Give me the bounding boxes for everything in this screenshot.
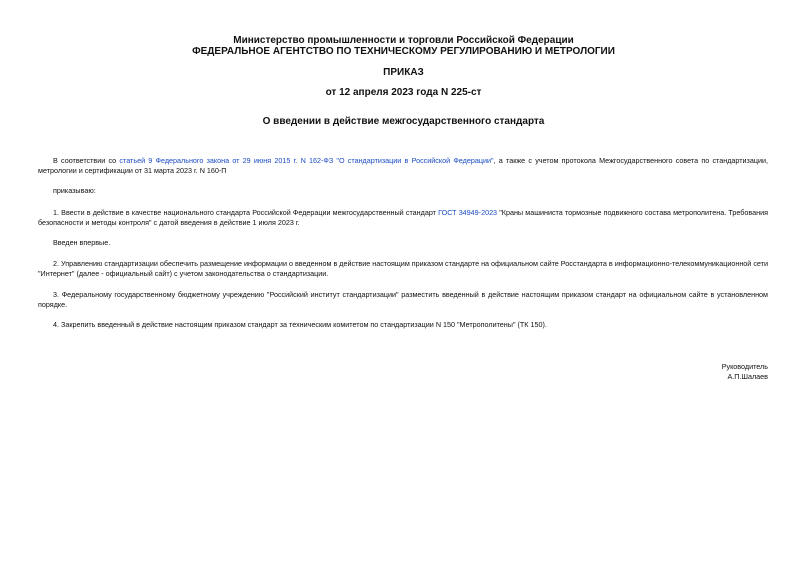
paragraph-1 [38,208,768,228]
introduced-first: Введен впервые. [53,238,111,247]
signature-role: Руководитель [721,362,768,371]
ministry-heading: Министерство промышленности и торговли Российской Федерации [233,35,574,46]
document-title: О введении в действие межгосударственного стандарта [262,116,545,127]
document-type: ПРИКАЗ [383,67,424,78]
paragraph-3: 3. Федеральному государственному бюджетному учреждению "Российский институт стандартизации" разместить введенный в действие настоящим приказом стандарт на официальном сайте в установленном порядке. [38,290,768,309]
paragraph-1-suffix: "Краны машиниста тормозные подвижного состава метрополитена. Требования безопасности и методы контроля" с датой введения в действие 1 июля 2023 г. [38,208,768,227]
date-number: от 12 апреля 2023 года N 225-ст [325,87,482,98]
order-word: приказываю: [53,186,96,195]
signature-name: А.П.Шалаев [727,372,768,381]
gost-link[interactable]: ГОСТ 34949-2023 [438,208,498,217]
paragraph-preamble [38,156,768,176]
paragraph-4: 4. Закрепить введенный в действие настоящим приказом стандарт за техническим комитетом по стандартизации N 150 "Метрополитены" (ТК 150). [53,320,547,329]
preamble-prefix: В соответствии со [53,156,120,165]
preamble-suffix: , а также с учетом протокола Межгосударственного совета по стандартизации, метрологии и сертификации от 31 марта 2023 г. N 160-П [38,156,768,175]
paragraph-2: 2. Управлению стандартизации обеспечить размещение информации о введенном в действие настоящим приказом стандарте на официальном сайте Росстандарта в информационно-телекоммуникационной сети "Интернет" (далее - официальный сайт) с учетом законодательства о стандартизации. [38,259,768,278]
agency-heading: ФЕДЕРАЛЬНОЕ АГЕНТСТВО ПО ТЕХНИЧЕСКОМУ РЕГУЛИРОВАНИЮ И МЕТРОЛОГИИ [192,46,615,57]
federal-law-link[interactable]: статьей 9 Федерального закона от 29 июня 2015 г. N 162-ФЗ "О стандартизации в Российской Федерации" [119,156,494,165]
paragraph-1-prefix: 1. Ввести в действие в качестве национального стандарта Российской Федерации межгосударственный стандарт [53,208,439,217]
